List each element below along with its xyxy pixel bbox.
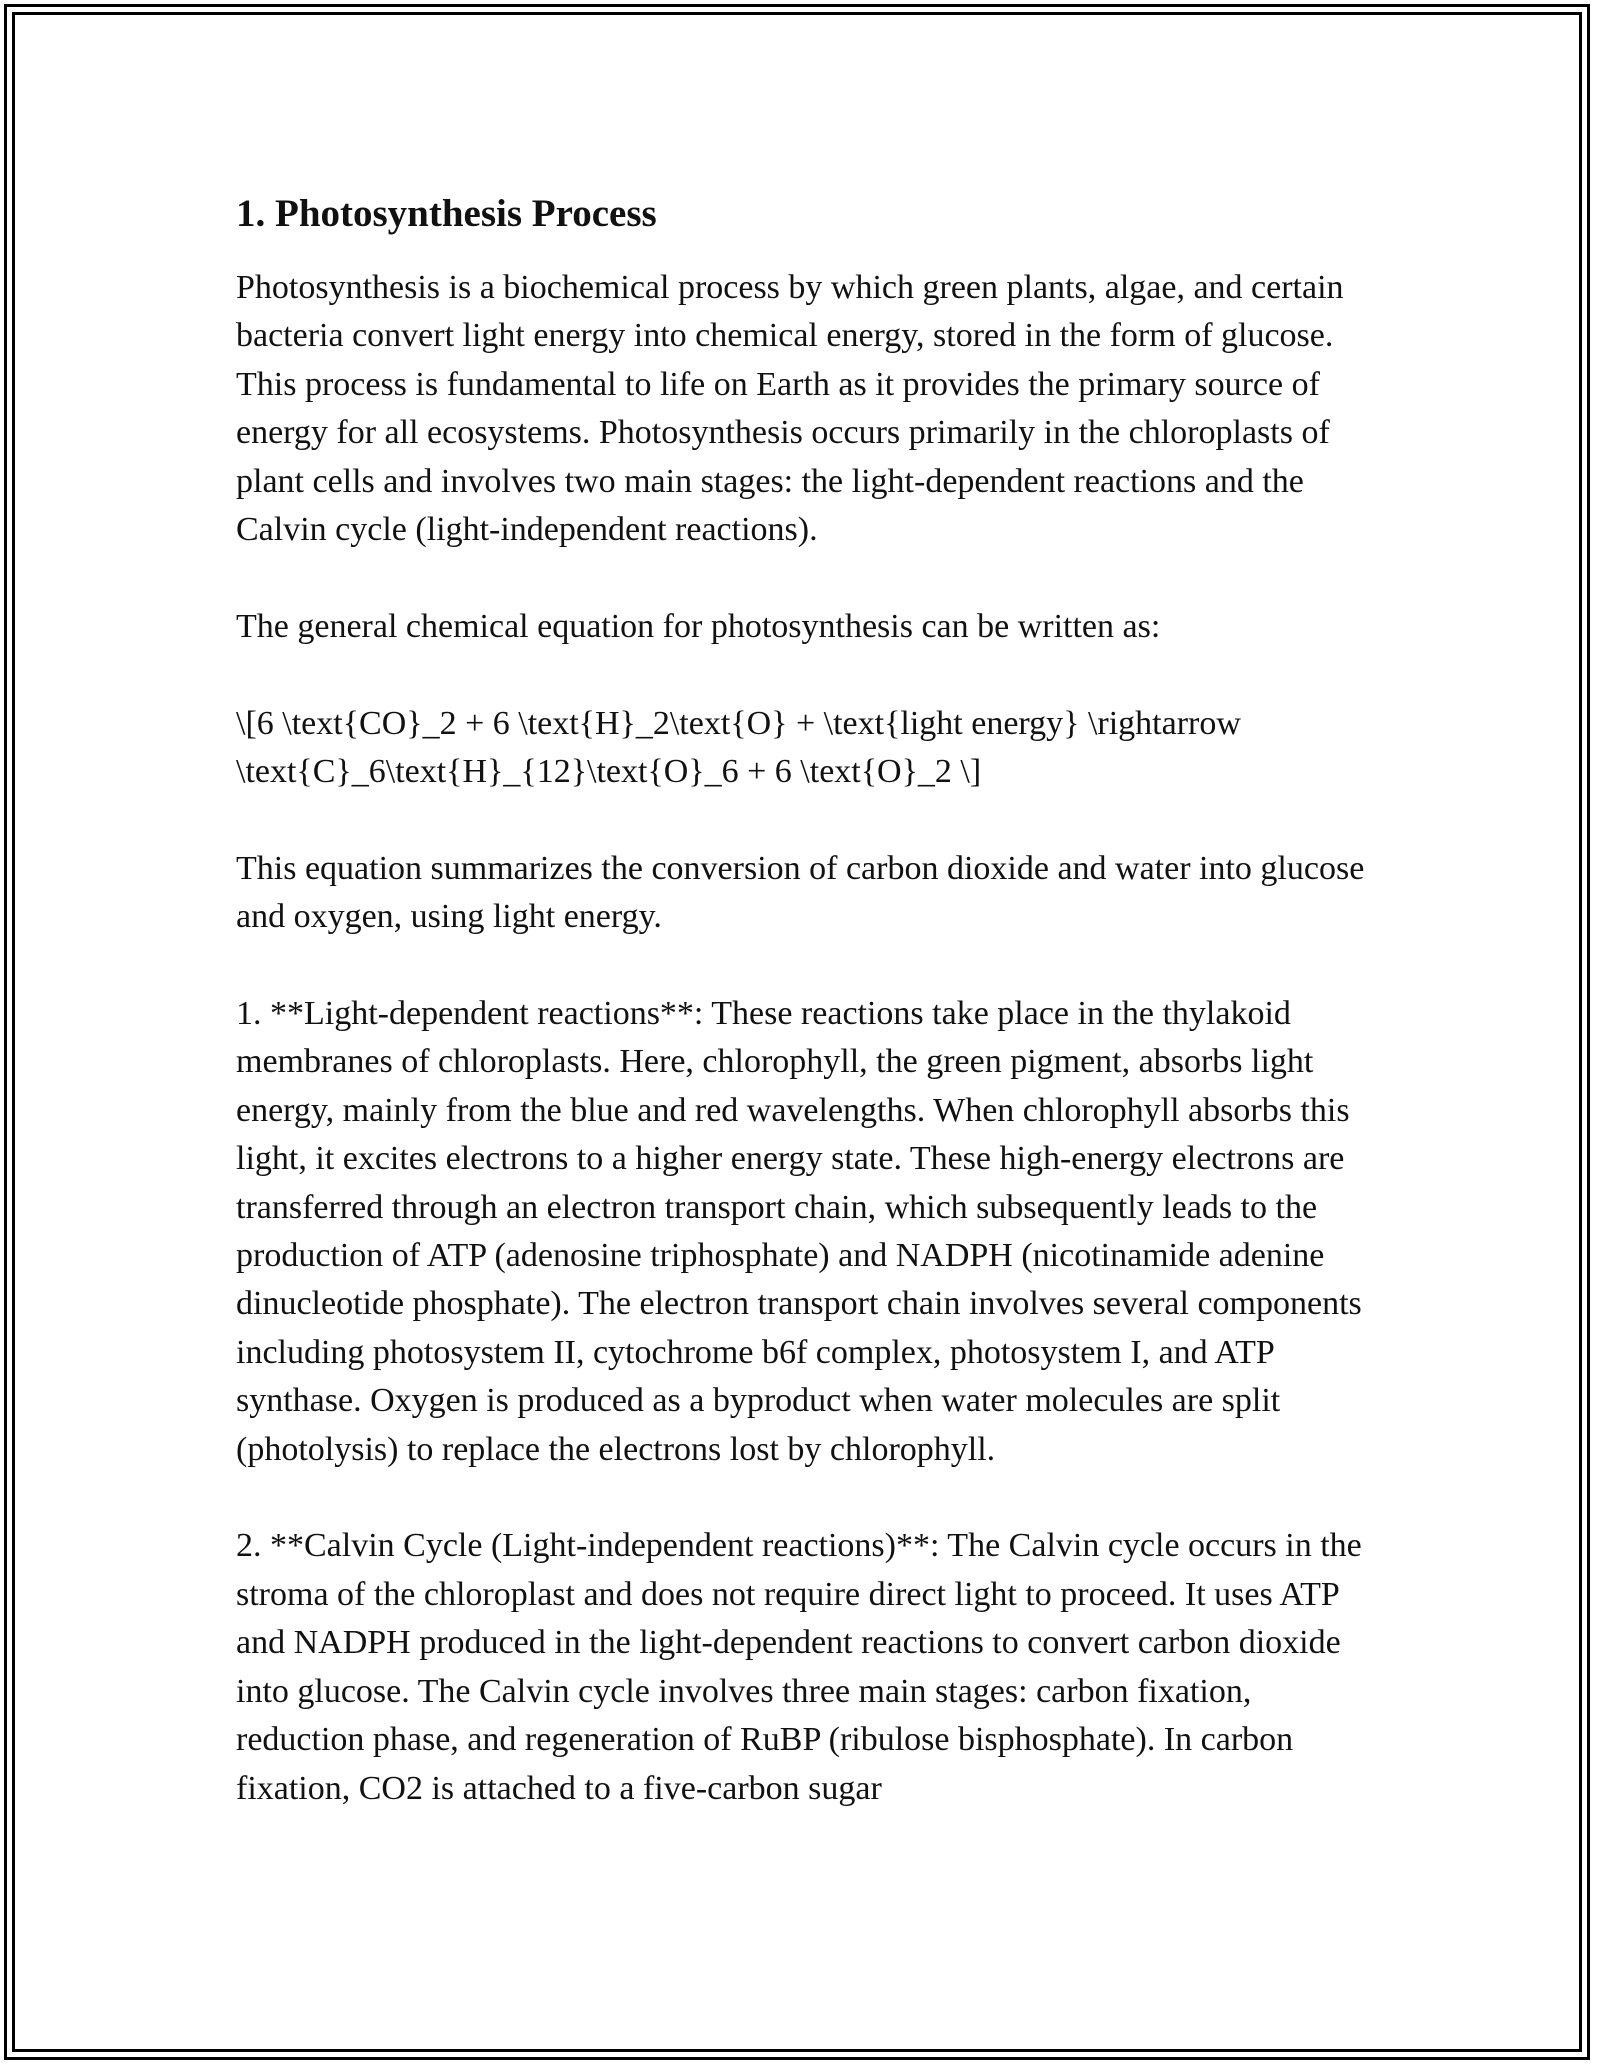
equation-paragraph: \[6 \text{CO}_2 + 6 \text{H}_2\text{O} + \text{light energy} \rightarrow \text{C}_6\text{H}_{12}\text{O}_6 + 6 \text{O}_2 \]: [236, 704, 1241, 791]
intro-paragraph: Photosynthesis is a biochemical process by which green plants, algae, and certain bacteria convert light energy into chemical energy, stored in the form of glucose. This process is fundamental to life on Earth as it provides the primary source of energy for all ecosystems. Photosynthesis occurs primarily in the chloroplasts of plant cells and involves two main stages: the light-dependent reactions and the Calvin cycle (light-independent reactions).: [236, 269, 1344, 549]
section-heading: 1. Photosynthesis Process: [236, 192, 657, 235]
calvin-cycle-paragraph: 2. **Calvin Cycle (Light-independent reactions)**: The Calvin cycle occurs in the stroma of the chloroplast and does not require direct light to proceed. It uses ATP and NADPH produced in the light-dependent reactions to convert carbon dioxide into glucose. The Calvin cycle involves three main stages: carbon fixation, reduction phase, and regeneration of RuBP (ribulose bisphosphate). In carbon fixation, CO2 is attached to a five-carbon sugar: [236, 1527, 1362, 1807]
light-dependent-paragraph: 1. **Light-dependent reactions**: These reactions take place in the thylakoid membranes of chloroplasts. Here, chlorophyll, the green pigment, absorbs light energy, mainly from the blue and red wavelengths. When chlorophyll absorbs this light, it excites electrons to a higher energy state. These high-energy electrons are transferred through an electron transport chain, which subsequently leads to the production of ATP (adenosine triphosphate) and NADPH (nicotinamide adenine dinucleotide phosphate). The electron transport chain involves several components including photosystem II, cytochrome b6f complex, photosystem I, and ATP synthase. Oxygen is produced as a byproduct when water molecules are split (photolysis) to replace the electrons lost by chlorophyll.: [236, 995, 1362, 1468]
equation-intro-paragraph: The general chemical equation for photosynthesis can be written as:: [236, 607, 1161, 645]
document-body: [236, 186, 1371, 1861]
equation-summary-paragraph: This equation summarizes the conversion of carbon dioxide and water into glucose and oxygen, using light energy.: [236, 849, 1365, 936]
